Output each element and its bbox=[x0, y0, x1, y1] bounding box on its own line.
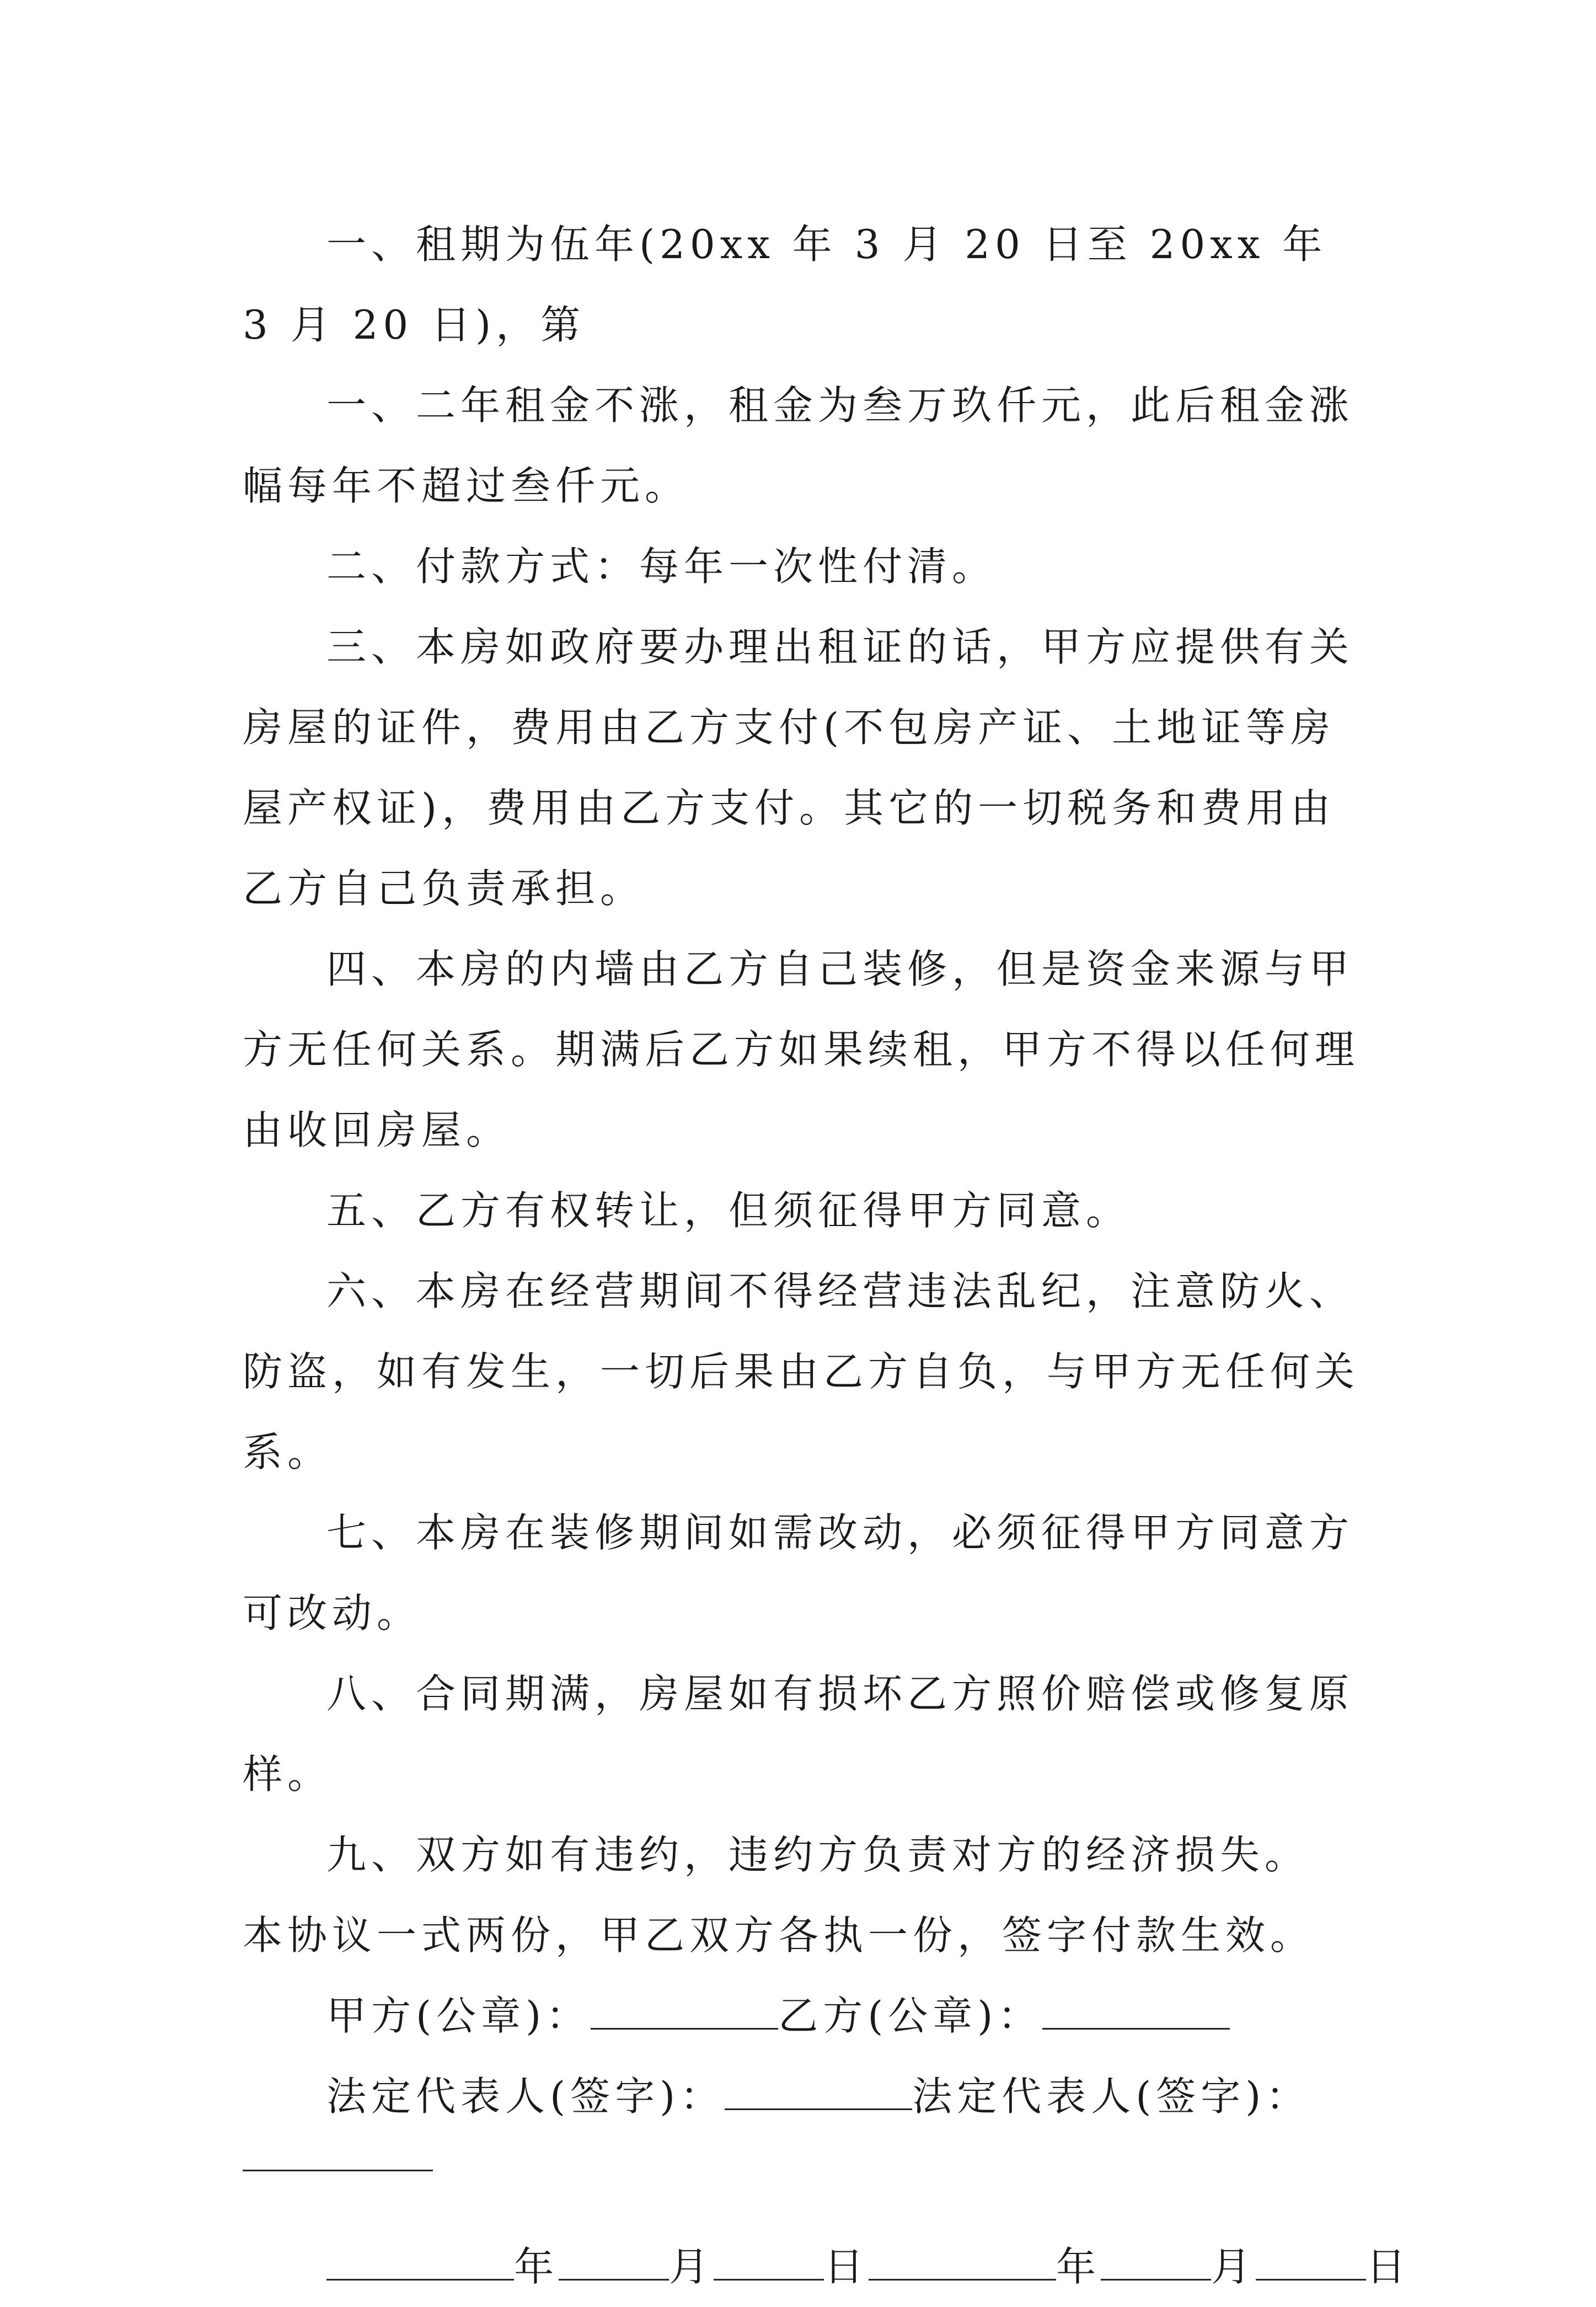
rep-b-label: 法定代表人(签字)： bbox=[912, 2073, 1311, 2119]
clause-4: 四、本房的内墙由乙方自己装修，但是资金来源与甲方无任何关系。期满后乙方如果续租，甲方不得以任何理由收回房屋。 bbox=[243, 946, 1360, 1153]
date-a-day-label: 日 bbox=[824, 2244, 869, 2290]
party-a-seal-label: 甲方(公章)： bbox=[326, 1993, 591, 2039]
representative-line bbox=[243, 2056, 1362, 2137]
rep-a-blank[interactable] bbox=[725, 2075, 912, 2110]
contract-body bbox=[243, 204, 1411, 2307]
date-a-day-blank[interactable] bbox=[714, 2246, 824, 2281]
date-a-month-blank[interactable] bbox=[559, 2246, 669, 2281]
party-b-seal-blank[interactable] bbox=[1042, 1995, 1230, 2030]
clause-7: 七、本房在装修期间如需改动，必须征得甲方同意方可改动。 bbox=[243, 1510, 1354, 1636]
clause-5: 五、乙方有权转让，但须征得甲方同意。 bbox=[326, 1187, 1131, 1234]
clause-8: 八、合同期满，房屋如有损坏乙方照价赔偿或修复原样。 bbox=[243, 1671, 1354, 1797]
rep-b-blank[interactable] bbox=[243, 2153, 433, 2171]
date-b-day-blank[interactable] bbox=[1256, 2246, 1366, 2281]
date-a-year-blank[interactable] bbox=[326, 2246, 514, 2281]
party-a-seal-blank[interactable] bbox=[591, 1995, 778, 2030]
date-b-year-label: 年 bbox=[1056, 2244, 1101, 2290]
clause-9: 九、双方如有违约，违约方负责对方的经济损失。 本协议一式两份，甲乙双方各执一份，签字付款生效。 bbox=[243, 1832, 1315, 1958]
clause-2: 二、付款方式：每年一次性付清。 bbox=[326, 543, 997, 590]
clause-3: 三、本房如政府要办理出租证的话，甲方应提供有关房屋的证件，费用由乙方支付(不包房产证、土地证等房屋产权证)，费用由乙方支付。其它的一切税务和费用由乙方自己负责承担。 bbox=[243, 624, 1354, 912]
clause-6: 六、本房在经营期间不得经营违法乱纪，注意防火、防盗，如有发生，一切后果由乙方自负，与甲方无任何关系。 bbox=[243, 1268, 1360, 1475]
clause-1-rent: 一、二年租金不涨，租金为叁万玖仟元，此后租金涨幅每年不超过叁仟元。 bbox=[243, 382, 1354, 509]
rep-a-label: 法定代表人(签字)： bbox=[326, 2073, 725, 2119]
date-a-month-label: 月 bbox=[669, 2244, 714, 2290]
date-b-year-blank[interactable] bbox=[869, 2246, 1056, 2281]
date-b-month-blank[interactable] bbox=[1101, 2246, 1211, 2281]
seal-line bbox=[243, 1976, 1362, 2056]
date-a-year-label: 年 bbox=[514, 2244, 559, 2290]
date-b-month-label: 月 bbox=[1211, 2244, 1256, 2290]
date-b-day-label: 日 bbox=[1366, 2244, 1411, 2290]
date-line bbox=[243, 2226, 1411, 2307]
party-b-seal-label: 乙方(公章)： bbox=[778, 1993, 1043, 2039]
clause-1: 一、租期为伍年(20xx 年 3 月 20 日至 20xx 年 3 月 20 日)，第 bbox=[243, 221, 1327, 348]
